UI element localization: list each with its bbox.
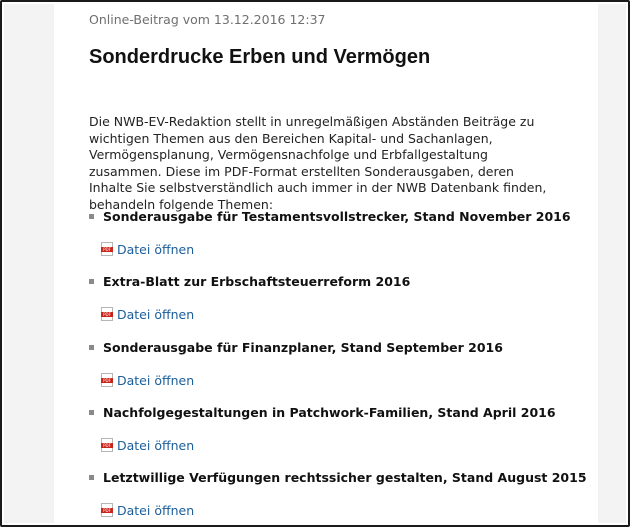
svg-text:PDF: PDF	[103, 247, 111, 253]
bullet-marker	[89, 279, 94, 284]
right-margin	[598, 4, 626, 523]
svg-text:PDF: PDF	[103, 508, 111, 514]
open-file-link[interactable]	[101, 437, 194, 453]
bullet-marker	[89, 345, 94, 350]
open-file-link-label[interactable]: Datei öffnen	[117, 502, 195, 518]
left-margin	[4, 4, 54, 523]
page-title: Sonderdrucke Erben und Vermögen	[89, 46, 431, 68]
pdf-file-icon	[101, 242, 113, 256]
open-file-link-label[interactable]: Datei öffnen	[117, 437, 195, 453]
pdf-file-icon	[101, 373, 113, 387]
open-file-link[interactable]	[101, 372, 194, 388]
item-title: Nachfolgegestaltungen in Patchwork-Familien, Stand April 2016	[103, 405, 556, 420]
item-title: Extra-Blatt zur Erbschaftsteuerreform 2016	[103, 274, 411, 289]
open-file-link[interactable]	[101, 306, 194, 322]
publication-meta: Online-Beitrag vom 13.12.2016 12:37	[89, 12, 326, 27]
item-title: Sonderausgabe für Finanzplaner, Stand September 2016	[103, 340, 503, 355]
pdf-file-icon	[101, 503, 113, 517]
svg-text:PDF: PDF	[103, 443, 111, 449]
open-file-link[interactable]	[101, 502, 194, 518]
open-file-link-label[interactable]: Datei öffnen	[117, 306, 195, 322]
svg-text:PDF: PDF	[103, 378, 111, 384]
article-content	[54, 4, 598, 523]
open-file-link[interactable]	[101, 241, 194, 257]
bullet-marker	[89, 475, 94, 480]
pdf-file-icon	[101, 307, 113, 321]
pdf-file-icon	[101, 438, 113, 452]
bullet-marker	[89, 214, 94, 219]
item-title: Letztwillige Verfügungen rechtssicher gestalten, Stand August 2015	[103, 470, 587, 485]
bullet-marker	[89, 410, 94, 415]
item-title: Sonderausgabe für Testamentsvollstrecker, Stand November 2016	[103, 209, 571, 224]
svg-text:PDF: PDF	[103, 312, 111, 318]
intro-paragraph: Die NWB-EV-Redaktion stellt in unregelmäßigen Abständen Beiträge zu wichtigen Themen aus den Bereichen Kapital- und Sachanlagen, Vermögensplanung, Vermögensnachfolge und Erbfallgestaltung zusammen. Diese im PDF-Format erstellten Sonderausgaben, deren Inhalte Sie selbstverständlich auch immer in der NWB Datenbank finden, behandeln folgende Themen:	[89, 114, 547, 212]
open-file-link-label[interactable]: Datei öffnen	[117, 241, 195, 257]
open-file-link-label[interactable]: Datei öffnen	[117, 372, 195, 388]
